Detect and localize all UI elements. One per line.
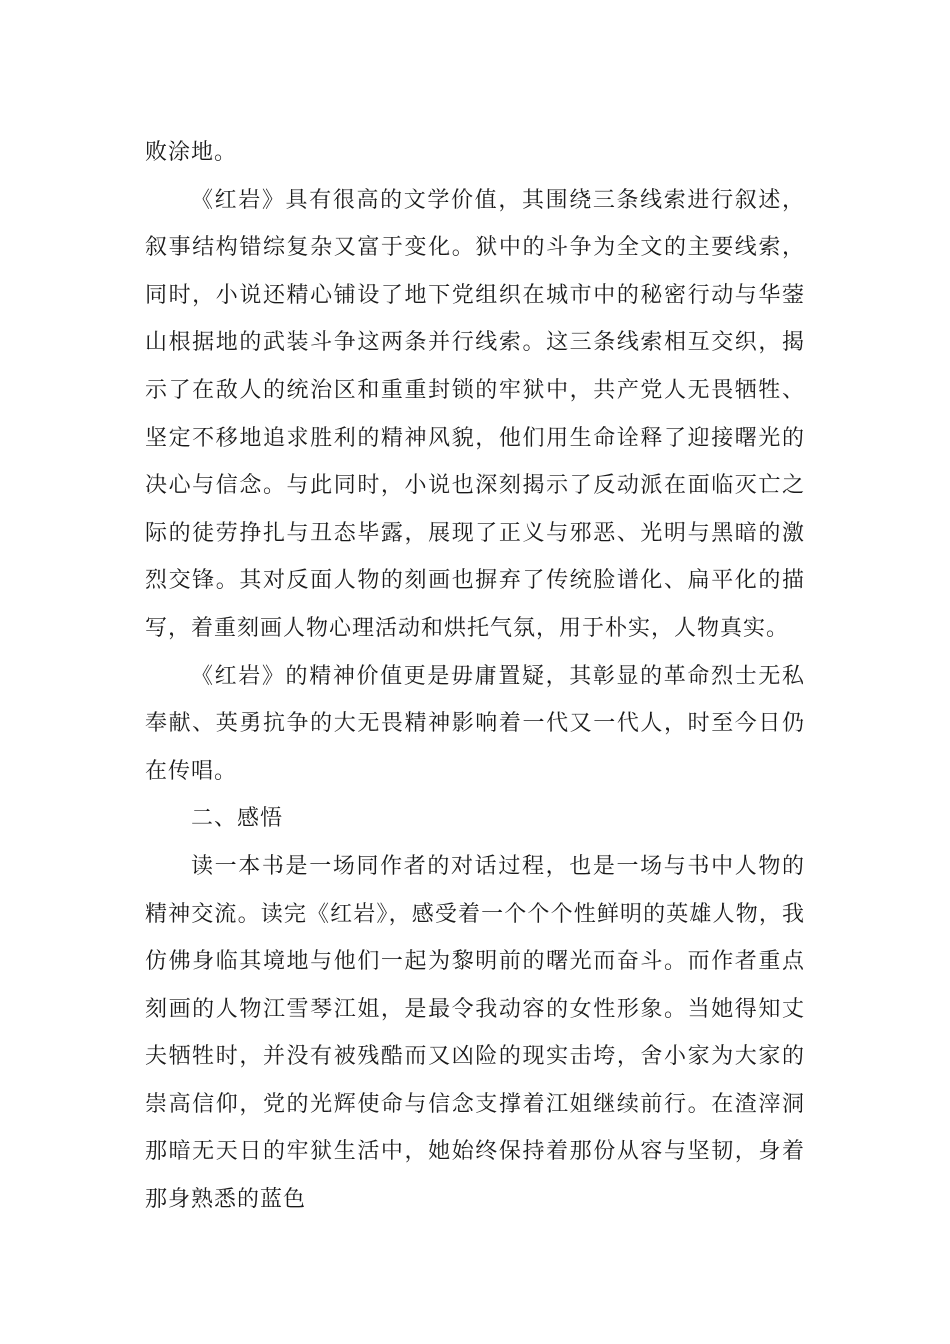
paragraph-literary-value: 《红岩》具有很高的文学价值，其围绕三条线索进行叙述，叙事结构错综复杂又富于变化。狱中的斗争为全文的主要线索，同时，小说还精心铺设了地下党组织在城市中的秘密行动与华蓥山根据地的武装斗争这两条并行线索。这三条线索相互交织，揭示了在敌人的统治区和重重封锁的牢狱中，共产党人无畏牺牲、坚定不移地追求胜利的精神风貌，他们用生命诠释了迎接曙光的决心与信念。与此同时，小说也深刻揭示了反动派在面临灭亡之际的徒劳挣扎与丑态毕露，展现了正义与邪恶、光明与黑暗的激烈交锋。其对反面人物的刻画也摒弃了传统脸谱化、扁平化的描写，着重刻画人物心理活动和烘托气氛，用于朴实，人物真实。 bbox=[145, 187, 805, 641]
paragraph-spiritual-value: 《红岩》的精神价值更是毋庸置疑，其彰显的革命烈士无私奉献、英勇抗争的大无畏精神影响着一代又一代人，时至今日仍在传唱。 bbox=[145, 663, 805, 784]
paragraph-reflection: 读一本书是一场同作者的对话过程，也是一场与书中人物的精神交流。读完《红岩》，感受着一个个个性鲜明的英雄人物，我仿佛身临其境地与他们一起为黎明前的曙光而奋斗。而作者重点刻画的人物江雪琴江姐，是最令我动容的女性形象。当她得知丈夫牺牲时，并没有被残酷而又凶险的现实击垮，舍小家为大家的崇高信仰，党的光辉使命与信念支撑着江姐继续前行。在渣滓洞那暗无天日的牢狱生活中，她始终保持着那份从容与坚韧，身着那身熟悉的蓝色 bbox=[145, 853, 805, 1213]
paragraph-continuation: 败涂地。 bbox=[145, 140, 238, 165]
document-body bbox=[145, 129, 805, 1224]
section-heading-reflection: 二、感悟 bbox=[191, 806, 284, 832]
